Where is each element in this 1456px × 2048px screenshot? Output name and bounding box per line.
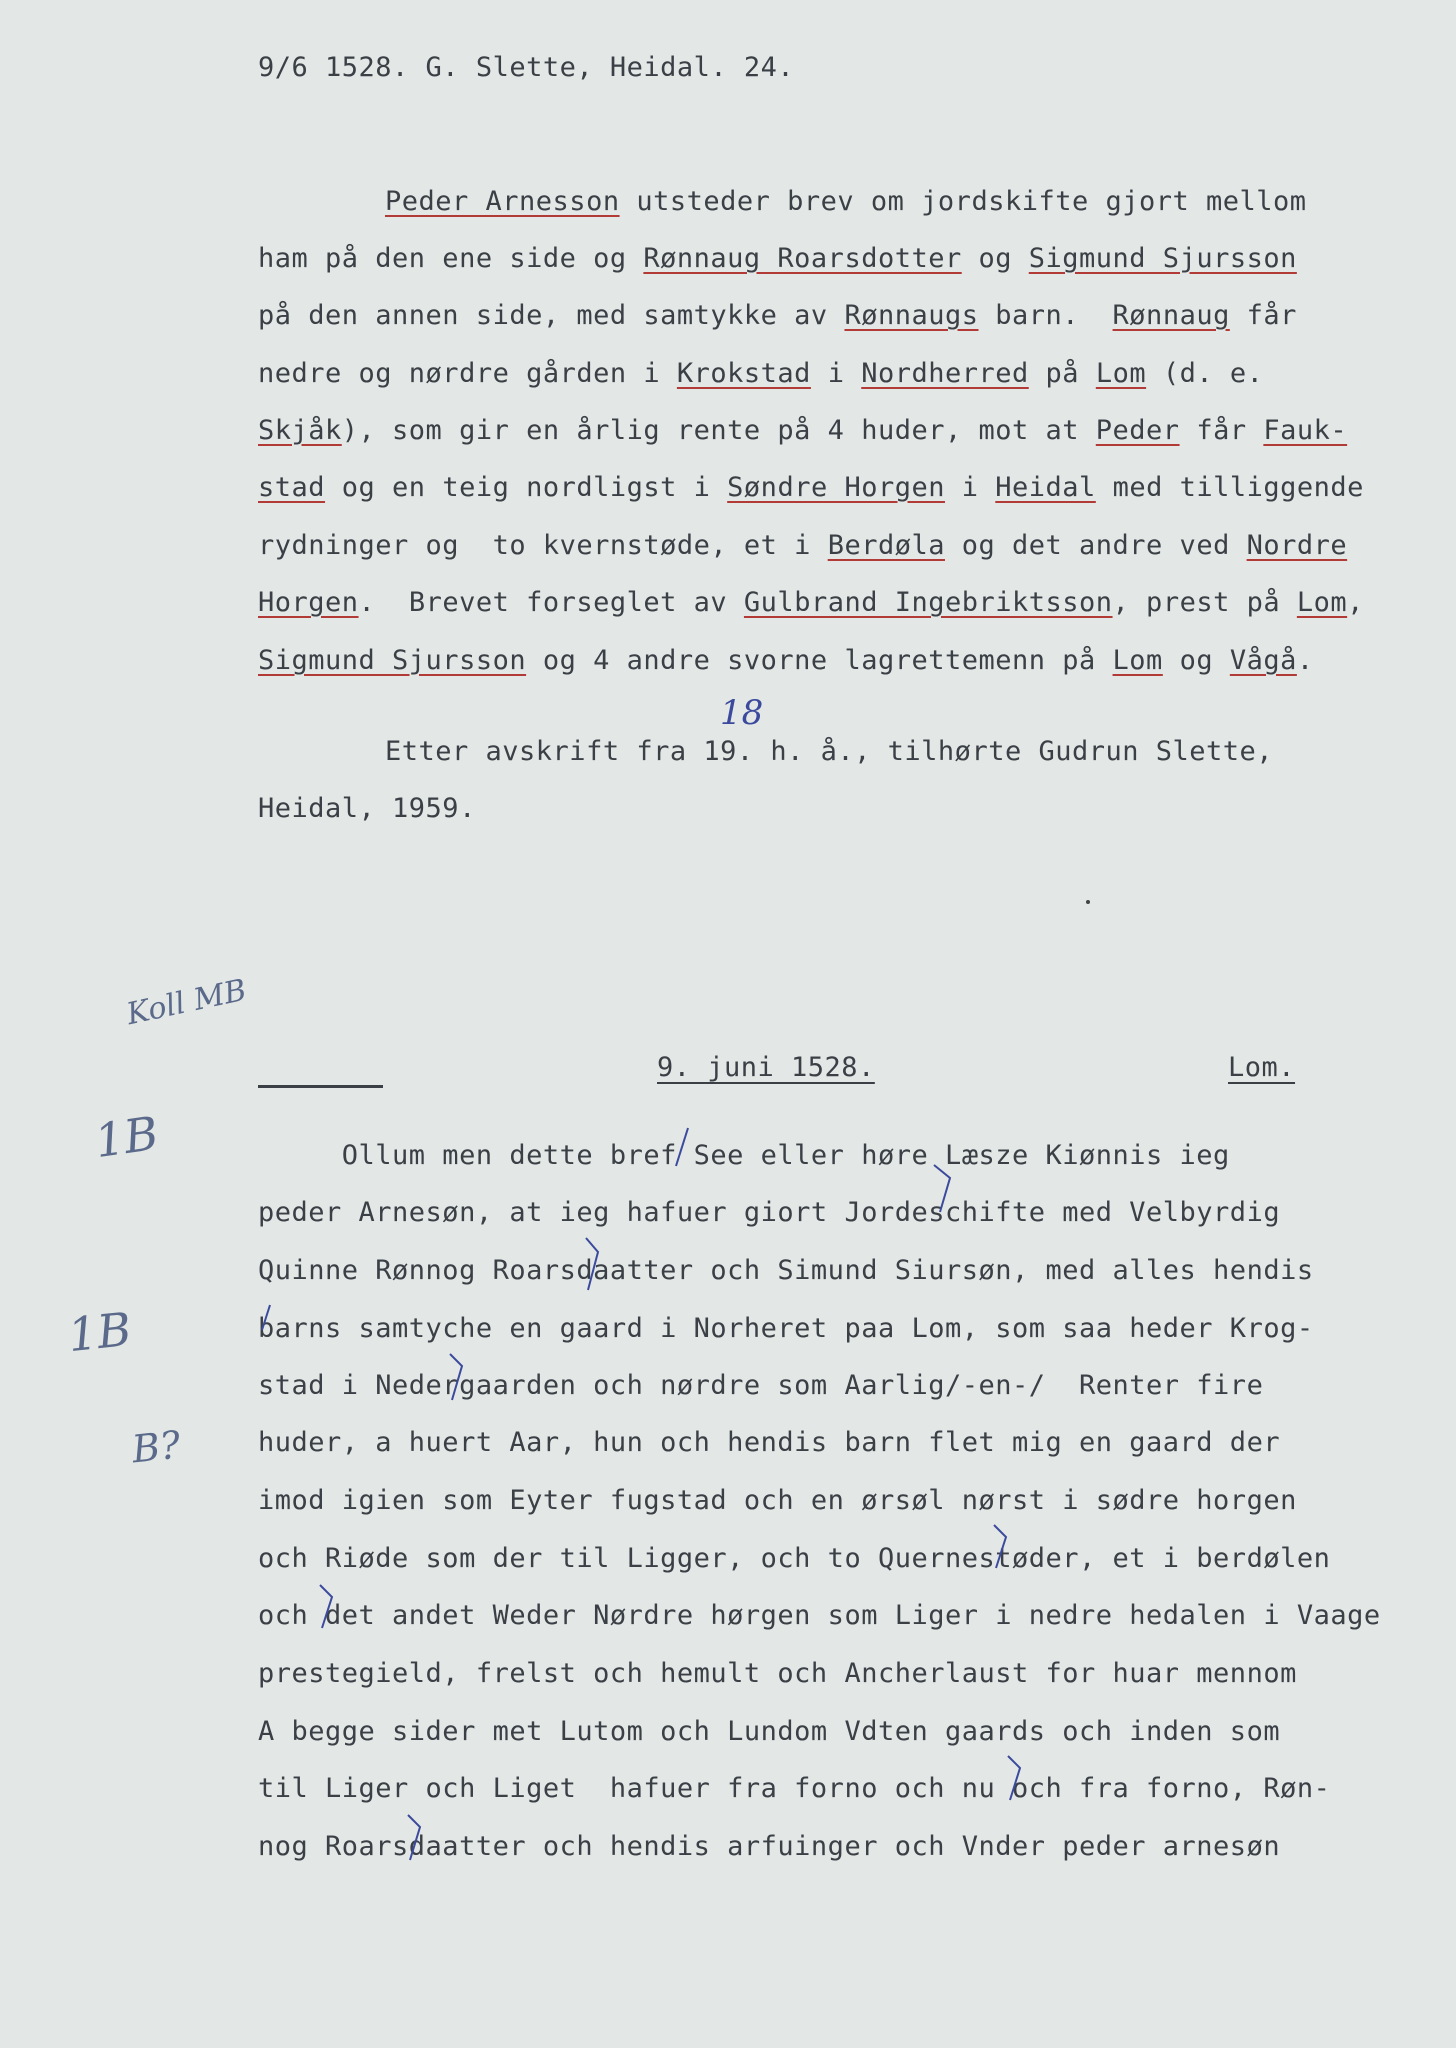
- underlined-name: Peder Arnesson: [385, 186, 620, 217]
- underlined-name: Rønnaug: [1112, 300, 1230, 331]
- summary-text: og en teig nordligst i: [325, 472, 728, 503]
- underlined-name: Søndre Horgen: [727, 472, 945, 503]
- summary-line: [258, 358, 1263, 389]
- underlined-name: Gulbrand Ingebriktsson: [743, 587, 1113, 618]
- underlined-name: Sigmund Sjursson: [258, 645, 527, 676]
- margin-note-4: B?: [129, 1422, 183, 1472]
- heading-rule: [258, 1085, 383, 1088]
- underlined-name: Horgen: [258, 587, 359, 618]
- summary-text: og: [961, 243, 1029, 274]
- summary-text: nedre og nørdre gården i: [258, 358, 677, 389]
- underlined-name: Heidal: [995, 472, 1096, 503]
- transcript-line: prestegield, frelst och hemult och Ancherlaust for huar mennom: [258, 1658, 1297, 1689]
- transcript-line: Quinne Rønnog Roarsdaatter och Simund Siursøn, med alles hendis: [258, 1255, 1314, 1286]
- summary-text: i: [945, 472, 996, 503]
- underlined-name: Nordre: [1246, 530, 1348, 561]
- summary-text: ), som gir en årlig rente på 4 huder, mot at: [341, 415, 1096, 446]
- summary-text: utsteder brev om jordskifte gjort mellom: [619, 186, 1307, 217]
- summary-text: .: [1296, 645, 1314, 676]
- underlined-name: Fauk-: [1263, 415, 1348, 446]
- underlined-name: Lom: [1112, 645, 1163, 676]
- source-note-line-1: Etter avskrift fra 19. h. å., tilhørte Gudrun Slette,: [385, 736, 1274, 767]
- summary-line: [258, 587, 1364, 618]
- summary-line: [258, 300, 1297, 331]
- transcript-line: A begge sider met Lutom och Lundom Vdten gaards och inden som: [258, 1716, 1281, 1747]
- summary-text: ham på den ene side og: [258, 243, 644, 274]
- transcript-date: 9. juni 1528.: [657, 1052, 875, 1083]
- summary-text: får: [1229, 300, 1297, 331]
- summary-text: og: [1162, 645, 1230, 676]
- summary-text: , prest på: [1112, 587, 1297, 618]
- summary-line: [258, 415, 1347, 446]
- summary-line: [258, 243, 1297, 274]
- transcript-line: nog Roarsdaatter och hendis arfuinger och Vnder peder arnesøn: [258, 1831, 1281, 1862]
- summary-text: (d. e.: [1146, 358, 1264, 389]
- source-note-line-2: Heidal, 1959.: [258, 793, 476, 824]
- underlined-name: Lom: [1296, 587, 1348, 618]
- margin-note-3: 1B: [65, 1301, 134, 1363]
- summary-text: får: [1179, 415, 1264, 446]
- summary-text: barn.: [978, 300, 1113, 331]
- underlined-name: Lom: [1095, 358, 1147, 389]
- underlined-name: Skjåk: [258, 415, 342, 446]
- underlined-name: Sigmund Sjursson: [1028, 243, 1297, 274]
- underlined-name: Rønnaug Roarsdotter: [643, 243, 962, 274]
- summary-text: på: [1028, 358, 1096, 389]
- summary-line: [385, 186, 1307, 217]
- summary-text: i: [810, 358, 862, 389]
- underlined-name: Berdøla: [827, 530, 945, 561]
- summary-text: på den annen side, med samtykke av: [258, 300, 845, 331]
- transcript-line: och det andet Weder Nørdre hørgen som Liger i nedre hedalen i Vaage: [258, 1600, 1381, 1631]
- summary-text: og det andre ved: [944, 530, 1247, 561]
- ink-dot: [1086, 900, 1090, 904]
- summary-line: [258, 645, 1314, 676]
- underlined-name: Nordherred: [861, 358, 1029, 389]
- transcript-line: stad i Nedergaarden och nørdre som Aarlig/-en-/ Renter fire: [258, 1370, 1264, 1401]
- summary-text: og 4 andre svorne lagrettemenn på: [526, 645, 1113, 676]
- transcript-line: huder, a huert Aar, hun och hendis barn flet mig en gaard der: [258, 1427, 1281, 1458]
- handwritten-century-annotation: 18: [720, 693, 764, 733]
- transcript-line: Ollum men dette bref See eller høre Læsze Kiønnis ieg: [258, 1140, 1230, 1171]
- underlined-name: Vågå: [1229, 645, 1297, 676]
- summary-text: . Brevet forseglet av: [358, 587, 744, 618]
- summary-line: [258, 472, 1364, 503]
- summary-text: med tilliggende: [1095, 472, 1364, 503]
- document-header: 9/6 1528. G. Slette, Heidal. 24.: [258, 52, 795, 83]
- summary-line: [258, 530, 1347, 561]
- underlined-name: Rønnaugs: [844, 300, 979, 331]
- summary-text: ,: [1347, 587, 1364, 618]
- underlined-name: Peder: [1095, 415, 1180, 446]
- margin-note-1: Koll MB: [123, 972, 250, 1033]
- transcript-line: och Riøde som der til Ligger, och to Quernestøder, et i berdølen: [258, 1543, 1331, 1574]
- transcript-place: Lom.: [1228, 1052, 1296, 1083]
- transcript-line: barns samtyche en gaard i Norheret paa Lom, som saa heder Krog-: [258, 1313, 1314, 1344]
- transcript-line: peder Arnesøn, at ieg hafuer giort Jordeschifte med Velbyrdig: [258, 1197, 1281, 1228]
- margin-note-2: 1B: [91, 1105, 162, 1169]
- summary-text: rydninger og to kvernstøde, et i: [258, 530, 828, 561]
- transcript-line: imod igien som Eyter fugstad och en ørsøl nørst i sødre horgen: [258, 1485, 1297, 1516]
- transcript-line: til Liger och Liget hafuer fra forno och nu och fra forno, Røn-: [258, 1773, 1331, 1804]
- underlined-name: Krokstad: [676, 358, 811, 389]
- underlined-name: stad: [258, 472, 326, 503]
